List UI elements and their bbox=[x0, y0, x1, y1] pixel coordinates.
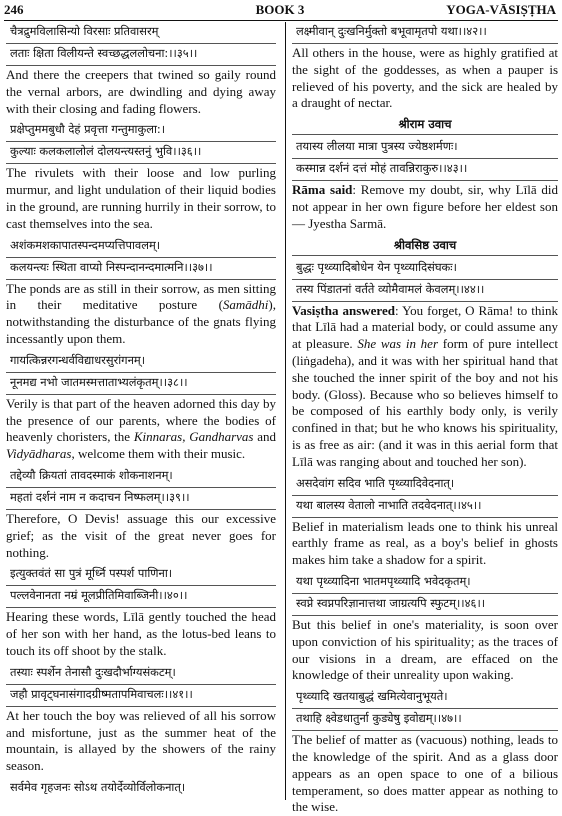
translation-paragraph bbox=[6, 281, 276, 348]
verse-line: तयास्य लीलया मात्रा पुत्रस्य ज्येष्ठशर्मणः। bbox=[292, 137, 558, 159]
translation-paragraph bbox=[6, 396, 276, 463]
verse-line: यथा बालस्य वेतालो नाभाति तदवेदनात्।।४५।। bbox=[292, 496, 558, 518]
translation-paragraph: The rivulets with their loose and low purling murmur, and light undulation of their liquid bodies in the ground, are running hurrily in their sorrow, to cast themselves into the sea. bbox=[6, 165, 276, 231]
translation-paragraph: And there the creepers that twined so gaily round the vernal arbors, are dwindling and dying away with their closing and fading flowers. bbox=[6, 67, 276, 116]
text-run: form of pure intellect (liṅgadeha), and it was with her spiritual hand that she touched the inner spirit of the boy and not his body. (Gloss). Because who so believes himself to be composed of his earthly body only, is verily confined in that; but he who knows his spirituality, is as free as air: (and it was in this aerial form that Līlā was ranging about and touched her son). bbox=[292, 336, 558, 469]
left-column bbox=[6, 22, 276, 800]
text-run: The ponds are as still in their sorrow, as men sitting in their meditative posture ( bbox=[6, 280, 276, 313]
right-column bbox=[292, 22, 558, 815]
book-label: BOOK 3 bbox=[255, 2, 305, 17]
verse-line: यथा पृथ्व्यादिना भातमपृथ्व्यादि भवेदकृतम्। bbox=[292, 572, 558, 594]
translation-paragraph: Therefore, O Devis! assuage this our excessive grief; as the visit of the great never goes for nothing. bbox=[6, 510, 276, 560]
verse-line: पल्लवेनानता नम्रं मूलप्रीतिमिवाब्जिनी।।४०।। bbox=[6, 586, 276, 608]
italic-term: Kinnaras, Gandharvas bbox=[133, 429, 254, 445]
verse-line: अशंकमशकापातस्पन्दमप्यत्तिपावलम्। bbox=[6, 236, 276, 258]
verse-line: प्रक्षेप्तुममबुधौ देहं प्रवृत्ता गन्तुमाकुला:। bbox=[6, 120, 276, 142]
header-rule bbox=[4, 20, 558, 21]
verse-line: नूनमद्य नभो जातमस्मत्ताताभ्यलंकृतम्।।३८।। bbox=[6, 373, 276, 395]
translation-paragraph bbox=[292, 182, 558, 232]
page-number: 246 bbox=[4, 2, 24, 17]
translation-paragraph: All others in the house, were as highly gratified at the sight of the goddesses, as when a pauper is relieved of his poverty, and the sick are healed by a draught of nectar. bbox=[292, 45, 558, 111]
verse-line: कुल्याः कलकलालोलं दोलयन्त्यस्तनुं भुवि।।३६।। bbox=[6, 142, 276, 164]
verse-line: महतां दर्शनं नाम न कदाचन निष्फलम्।।३९।। bbox=[6, 488, 276, 510]
italic-term: Samādhi bbox=[222, 297, 269, 313]
speaker-heading: श्रीराम उवाच bbox=[292, 115, 558, 135]
column-divider bbox=[285, 22, 286, 800]
verse-line: लताः क्षिता विलीयन्ते स्वच्छद्धललोचना:।।३५।। bbox=[6, 44, 276, 66]
verse-line: स्वप्ने स्वप्नपरिज्ञानात्तथा जाग्रत्यपि स्फुटम्।।४६।। bbox=[292, 594, 558, 616]
verse-line: तद्देव्यौ क्रियतां तावदस्माकं शोकनाशनम्। bbox=[6, 466, 276, 488]
page-header bbox=[4, 2, 556, 20]
verse-line: तस्य पिंडातनां वर्तते व्योमैवामलं केवलम्।।४४।। bbox=[292, 280, 558, 302]
verse-line: पृथ्व्यादि खतयाबुद्धं खमित्येवानुभूयते। bbox=[292, 687, 558, 709]
text-run: , welcome them with their music. bbox=[71, 446, 246, 462]
text-run: : You forget, O Rāma! to think that Līlā had a material body, or could assume any at pleasure. bbox=[292, 302, 558, 352]
verse-line: चैत्रद्रुमविलासिन्यो विरसाः प्रतिवासरम् bbox=[6, 22, 276, 44]
translation-paragraph: But this belief in one's materiality, is soon over upon conviction of his spirituality; as the traces of our visions in a dream, are effaced on the knowledge of their unreality upon waking. bbox=[292, 616, 558, 683]
verse-line: असदेवांग सदिव भाति पृथ्व्यादिवेदनात्। bbox=[292, 474, 558, 496]
verse-line: जहौ प्रावृट्घनासंगादग्रीष्मतापमिवाचलः।।४१।। bbox=[6, 685, 276, 707]
verse-line: सर्वमेव गृहजनः सोऽथ तयोर्देव्योर्विलोकनात्। bbox=[10, 779, 186, 794]
italic-phrase: She was in her bbox=[357, 336, 439, 352]
italic-term: Vidyādharas bbox=[6, 446, 72, 462]
translation-paragraph: Belief in materialism leads one to think his unreal earthly frame as real, as a boy's belief in ghosts makes him take a shadow for a spirit. bbox=[292, 518, 558, 568]
verse-line: गायत्किन्नरगन्धर्वविद्याधरसुरांगनम्। bbox=[6, 351, 276, 373]
verse-line: तथाहि क्ष्वेडधातुर्ना कुड्येषु इवोद्यम्।।४७।। bbox=[292, 709, 558, 731]
verse-line: इत्युक्तवंतं सा पुत्रं मूर्ध्नि पस्पर्श पाणिना। bbox=[6, 564, 276, 586]
verse-line: कस्मान्न दर्शनं दत्तं मोहं तावन्निराकुरु।।४३।। bbox=[292, 159, 558, 181]
verse-line: तस्याः स्पर्शेन तेनासौ दुःखदौर्भाग्यसंकटम्। bbox=[6, 663, 276, 685]
text-run: : Remove my doubt, sir, why Līlā did not appear in her own figure before her eldest son— Jyestha Sarmā. bbox=[292, 182, 558, 231]
speaker-label: Rāma said bbox=[292, 182, 353, 198]
running-title: YOGA-VĀSIṢṬHA bbox=[446, 2, 556, 17]
speaker-label: Vasiṣtha answered bbox=[292, 302, 395, 318]
verse-line: लक्ष्मीवान् दुःखनिर्मुक्तो बभूवामृतपो यथा।।४२।। bbox=[292, 22, 558, 44]
translation-paragraph: At her touch the boy was relieved of all his sorrow and misfortune, just as the summer heat of the mountain, is allayed by the showers of the rainy season. bbox=[6, 707, 276, 774]
text-run: Verily is that part of the heaven adorned this day by the presence of our parents, where the bodies of heavenly choristers, the bbox=[6, 395, 276, 445]
translation-paragraph: The belief of matter as (vacuous) nothing, leads to the knowledge of the spirit. And as a glass door appears as an open space to one of a bilious temperament, so does matter appear as nothing to the wise. bbox=[292, 732, 558, 815]
text-run: ), notwithstanding the disturbance of the gnats flying incessantly upon them. bbox=[6, 297, 276, 346]
verse-line: कलयन्त्यः स्थिता वाप्यो निस्पन्दानन्दमात्मनि।।३७।। bbox=[6, 258, 276, 280]
translation-paragraph bbox=[292, 303, 558, 471]
speaker-heading: श्रीवसिष्ठ उवाच bbox=[292, 236, 558, 256]
text-run: and bbox=[253, 429, 276, 445]
translation-paragraph: Hearing these words, Līlā gently touched the head of her son with her hand, as the lotus-bed leans to touch its off shoot by the stalk. bbox=[6, 609, 276, 658]
verse-line: बुद्धः पृथ्व्यादिबोधेन येन पृथ्व्यादिसंघकः। bbox=[292, 258, 558, 280]
